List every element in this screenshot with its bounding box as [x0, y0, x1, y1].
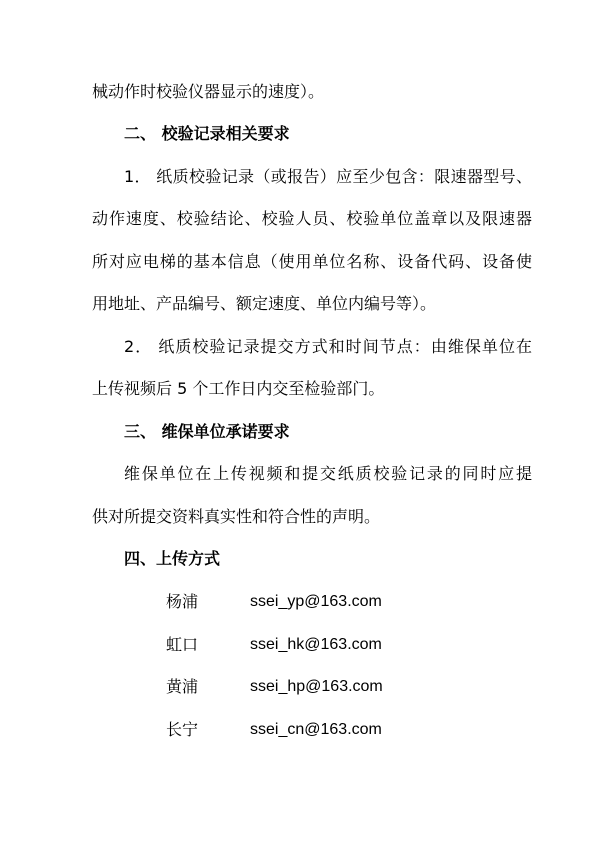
- paragraph-line: 所对应电梯的基本信息（使用单位名称、设备代码、设备使: [92, 252, 532, 271]
- paragraph-line: 1． 纸质校验记录（或报告）应至少包含：限速器型号、: [124, 167, 532, 186]
- paragraph-line: 动作速度、校验结论、校验人员、校验单位盖章以及限速器: [92, 209, 532, 228]
- section-heading: 二、 校验记录相关要求: [124, 124, 290, 143]
- paragraph-line: 维保单位在上传视频和提交纸质校验记录的同时应提: [124, 464, 532, 483]
- paragraph-line: 上传视频后 5 个工作日内交至检验部门。: [92, 379, 385, 398]
- paragraph-line: 用地址、产品编号、额定速度、单位内编号等）。: [92, 294, 437, 313]
- email-address: ssei_hp@163.com: [250, 678, 383, 695]
- email-address: ssei_cn@163.com: [250, 721, 382, 738]
- paragraph-line: 械动作时校验仪器显示的速度）。: [92, 82, 325, 101]
- email-address: ssei_yp@163.com: [250, 593, 382, 610]
- paragraph-line: 2． 纸质校验记录提交方式和时间节点：由维保单位在: [124, 337, 532, 356]
- section-heading: 三、 维保单位承诺要求: [124, 422, 290, 441]
- email-address: ssei_hk@163.com: [250, 636, 382, 653]
- region-label: 黄浦: [166, 677, 199, 696]
- region-label: 虹口: [166, 635, 199, 654]
- paragraph-line: 供对所提交资料真实性和符合性的声明。: [92, 507, 381, 526]
- region-label: 杨浦: [166, 592, 199, 611]
- region-label: 长宁: [166, 720, 199, 739]
- section-heading: 四、上传方式: [124, 549, 221, 568]
